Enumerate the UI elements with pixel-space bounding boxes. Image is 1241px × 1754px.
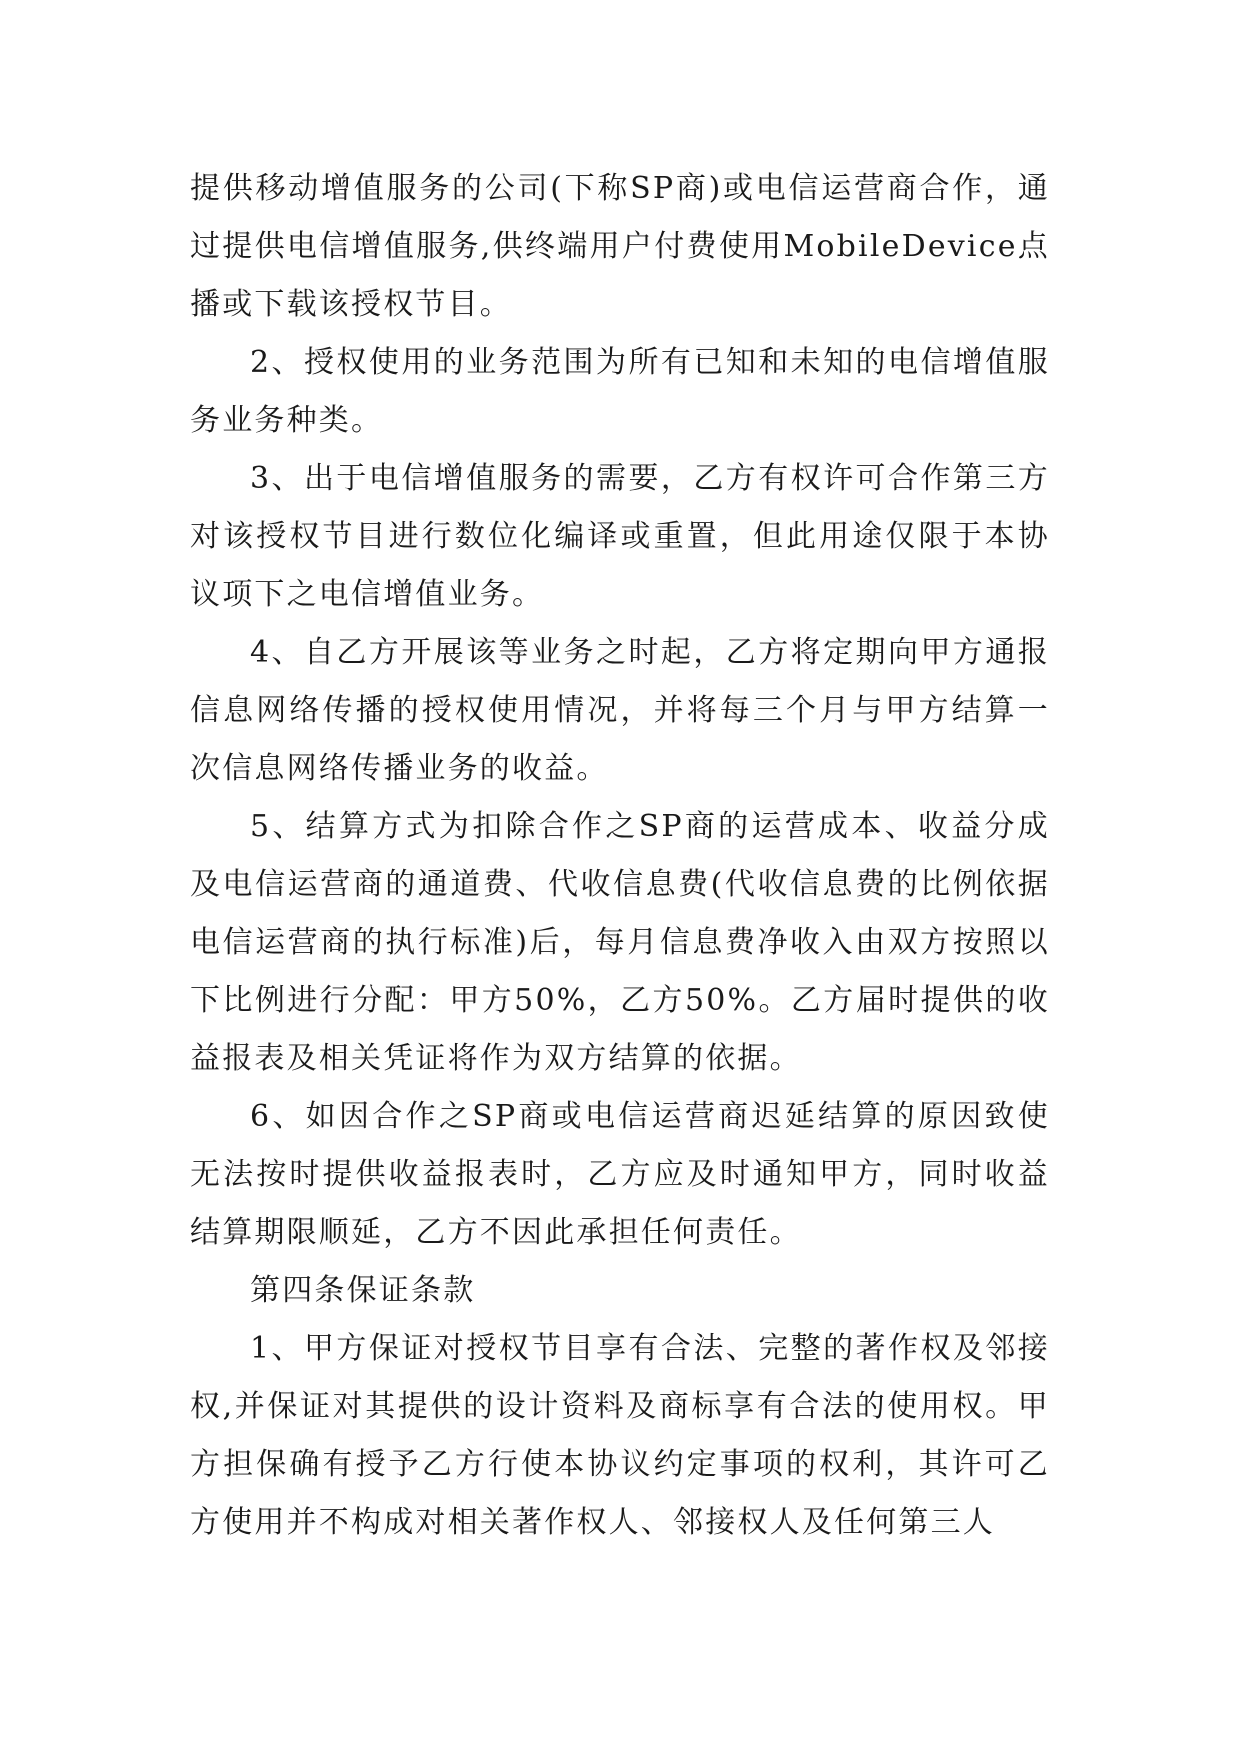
paragraph-clause-4: 4、自乙方开展该等业务之时起，乙方将定期向甲方通报信息网络传播的授权使用情况，并将每三个月与甲方结算一次信息网络传播业务的收益。: [190, 635, 1050, 786]
paragraph-clause-3: 3、出于电信增值服务的需要，乙方有权许可合作第三方对该授权节目进行数位化编译或重置，但此用途仅限于本协议项下之电信增值业务。: [190, 461, 1050, 612]
section-heading-article-4: 第四条保证条款: [250, 1273, 476, 1308]
paragraph-article-4-clause-1: 1、甲方保证对授权节目享有合法、完整的著作权及邻接权,并保证对其提供的设计资料及商标享有合法的使用权。甲方担保确有授予乙方行使本协议约定事项的权利，其许可乙方使用并不构成对相关著作权人、邻接权人及任何第三人: [190, 1331, 1050, 1540]
paragraph-intro-continuation: 提供移动增值服务的公司(下称SP商)或电信运营商合作，通过提供电信增值服务,供终端用户付费使用MobileDevice点播或下载该授权节目。: [190, 171, 1050, 322]
paragraph-clause-5: 5、结算方式为扣除合作之SP商的运营成本、收益分成及电信运营商的通道费、代收信息费(代收信息费的比例依据电信运营商的执行标准)后，每月信息费净收入由双方按照以下比例进行分配：甲方50%，乙方50%。乙方届时提供的收益报表及相关凭证将作为双方结算的依据。: [190, 809, 1050, 1076]
paragraph-clause-2: 2、授权使用的业务范围为所有已知和未知的电信增值服务业务种类。: [190, 345, 1050, 438]
paragraph-clause-6: 6、如因合作之SP商或电信运营商迟延结算的原因致使无法按时提供收益报表时，乙方应及时通知甲方，同时收益结算期限顺延，乙方不因此承担任何责任。: [190, 1099, 1050, 1250]
contract-body: [190, 160, 1050, 1552]
